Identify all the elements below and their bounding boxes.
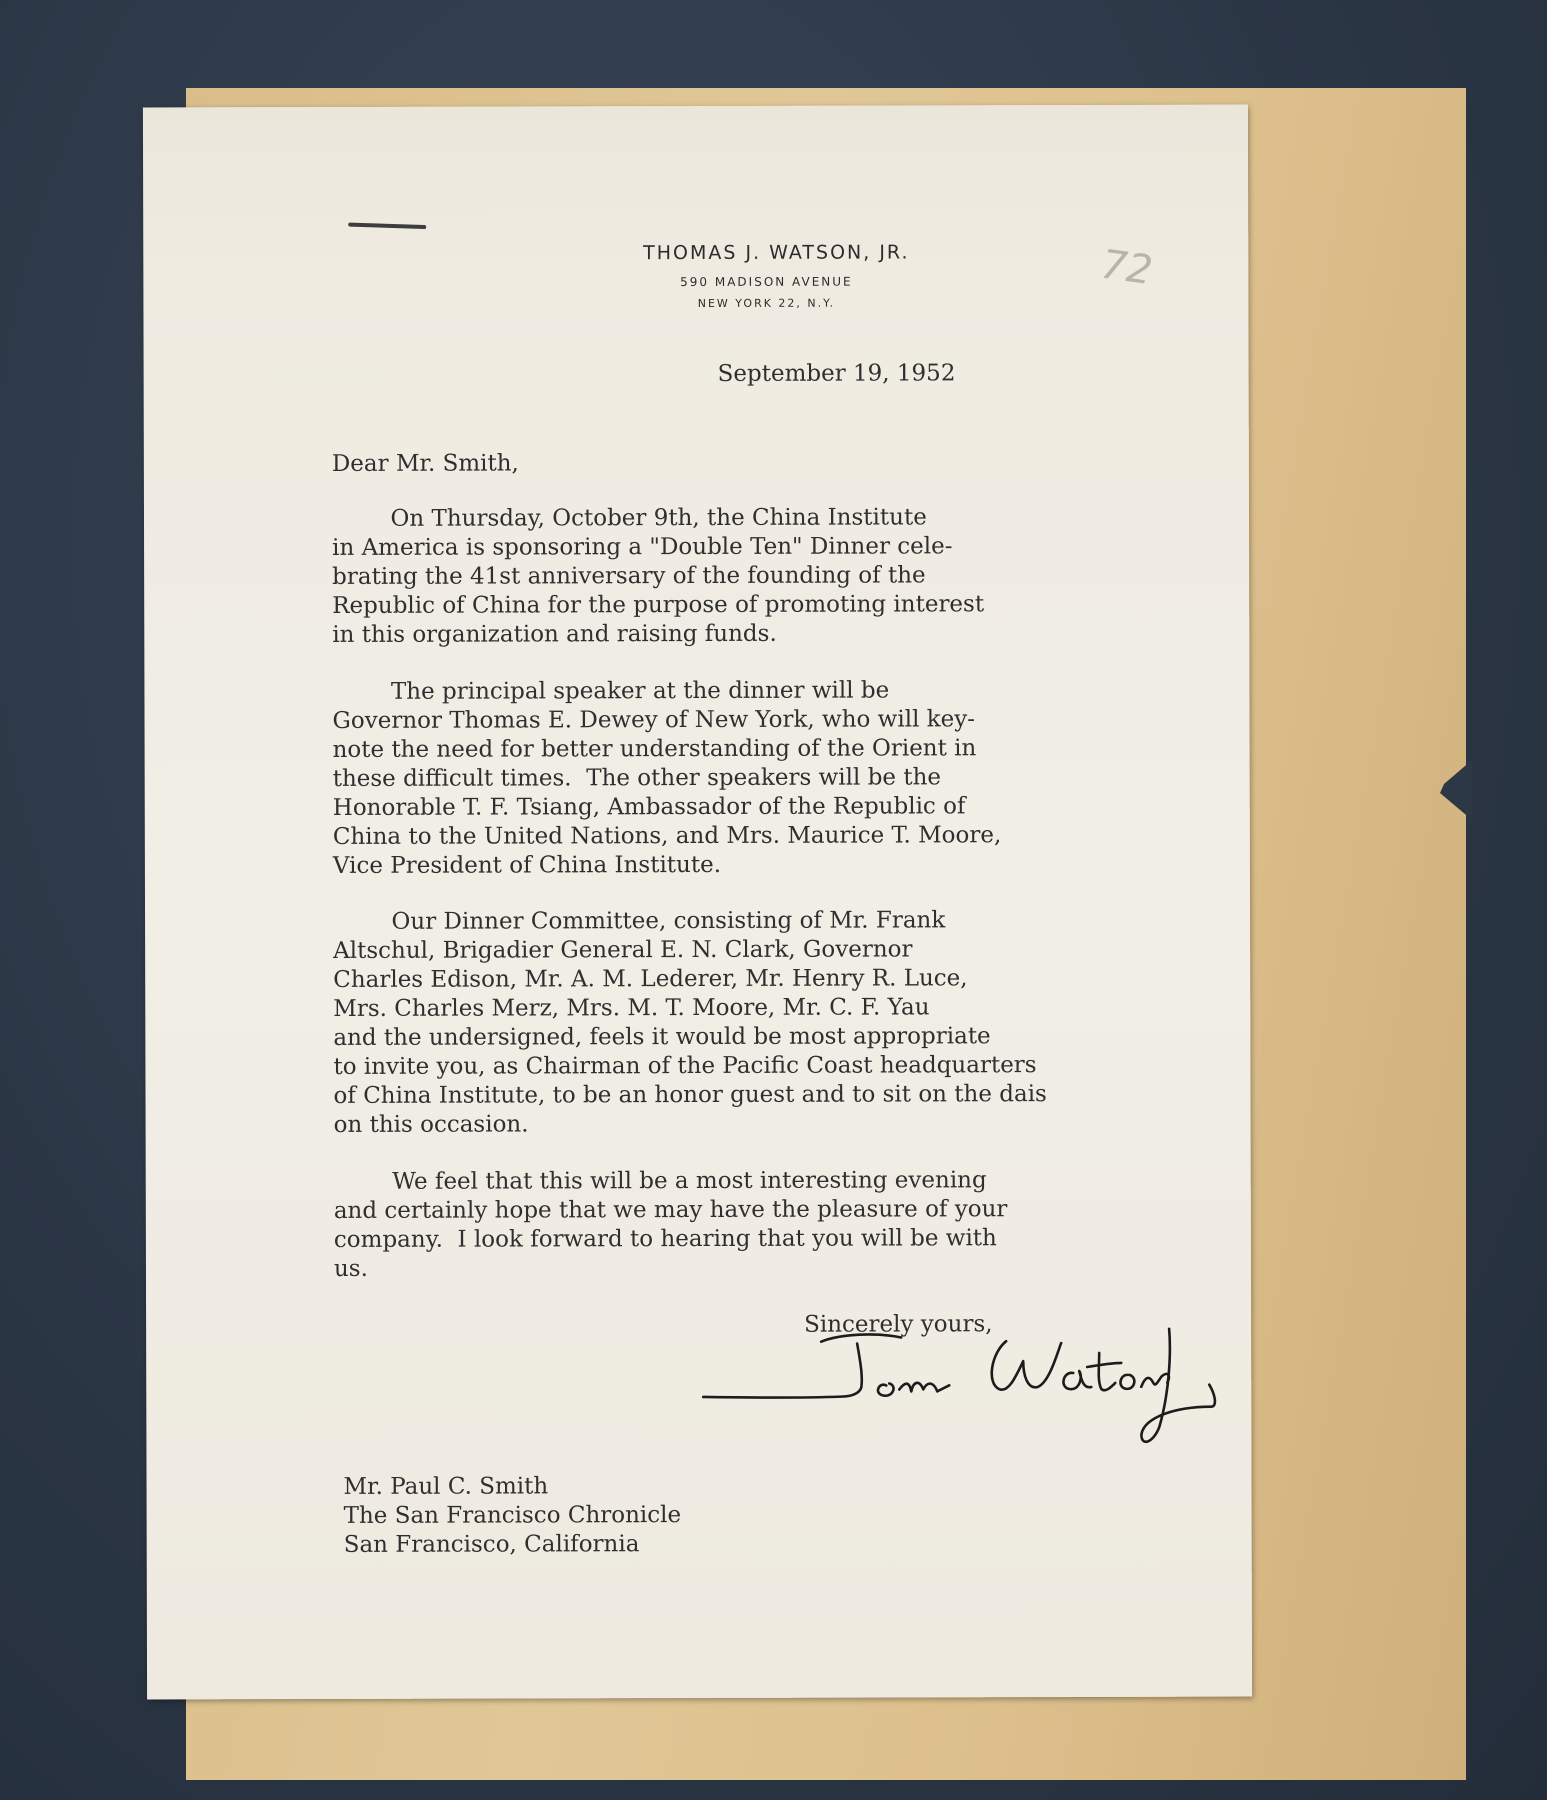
letter-date: September 19, 1952 bbox=[717, 360, 956, 387]
paragraph-4: We feel that this will be a most interesting evening and certainly hope that we may have the pleasure of your company. I look forward to hearing that you will be with us. bbox=[333, 1167, 1008, 1282]
paragraph-1: On Thursday, October 9th, the China Institute in America is sponsoring a "Double Ten" Dinner cele- brating the 41st anniversary of the founding of the Republic of China for the purpose of promoting interest in this organization and raising funds. bbox=[331, 504, 985, 648]
salutation: Dear Mr. Smith, bbox=[331, 450, 519, 477]
recipient-name: Mr. Paul C. Smith bbox=[343, 1473, 549, 1500]
recipient-organization: The San Francisco Chronicle bbox=[343, 1502, 682, 1529]
staple-mark bbox=[348, 223, 426, 230]
paragraph-3: Our Dinner Committee, consisting of Mr. Frank Altschul, Brigadier General E. N. Clark, Governor Charles Edison, Mr. A. M. Lederer, Mr. Henry R. Luce, Mrs. Charles Merz, Mrs. M. T. Moore, Mr. C. F. Yau and the undersigned, feels it would be most appropriate to invite you, as Chairman of the Pacific Coast headquarters of China Institute, to be an honor guest and to sit on the dais on this occasion. bbox=[333, 907, 1047, 1138]
paragraph-2: The principal speaker at the dinner will be Governor Thomas E. Dewey of New York, who will key- note the need for better understanding of the Orient in these difficult times. The other speakers will be the Honorable T. F. Tsiang, Ambassador of the Republic of China to the United Nations, and Mrs. Maurice T. Moore, Vice President of China Institute. bbox=[332, 677, 1002, 879]
signature bbox=[701, 1323, 1261, 1484]
letter-page bbox=[143, 105, 1252, 1700]
letterhead-name: THOMAS J. WATSON, JR. bbox=[643, 241, 910, 265]
recipient-address bbox=[343, 1472, 681, 1560]
recipient-city: San Francisco, California bbox=[343, 1531, 640, 1558]
letterhead-street: 590 MADISON AVENUE bbox=[680, 274, 853, 290]
closing: Sincerely yours, bbox=[804, 1311, 993, 1338]
letterhead-city: NEW YORK 22, N.Y. bbox=[697, 296, 836, 310]
pencil-annotation: 72 bbox=[1098, 241, 1156, 295]
